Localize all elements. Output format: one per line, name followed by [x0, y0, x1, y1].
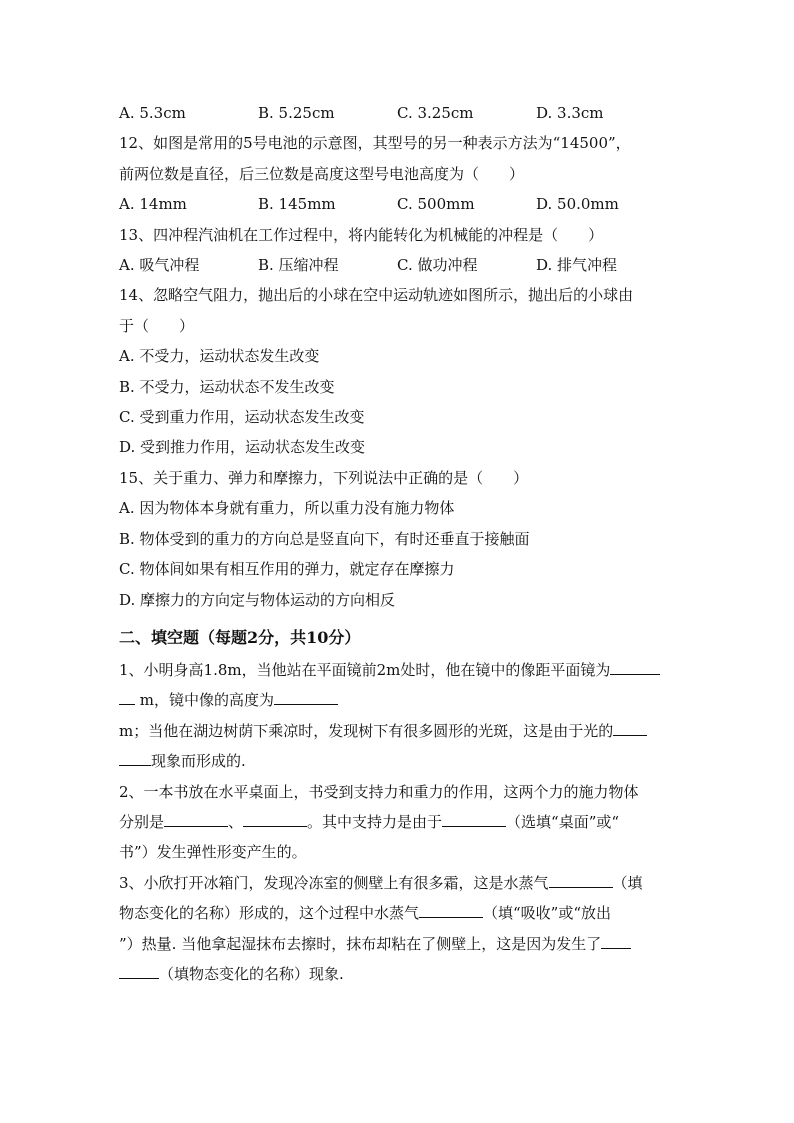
- fill3-text-c: 物态变化的名称）形成的，这个过程中水蒸气: [119, 904, 420, 923]
- fill1-blank-2[interactable]: [274, 690, 338, 705]
- fill3-text-f: （填物态变化的名称）现象.: [159, 964, 344, 983]
- fill3-line4: [119, 959, 679, 989]
- q11-option-b: B. 5.25cm: [258, 104, 335, 122]
- fill1-text-d: 现象而形成的.: [151, 752, 246, 771]
- q12-option-b: B. 145mm: [258, 195, 336, 214]
- fill1-line2: [119, 685, 679, 715]
- section-title-fill-in: 二、填空题（每题2分，共10分）: [119, 627, 361, 647]
- q15-option-a: A. 因为物体本身就有重力，所以重力没有施力物体: [119, 499, 455, 518]
- q11-option-d: D. 3.3cm: [536, 104, 604, 122]
- q14-stem-line2: 于（ ）: [119, 316, 195, 335]
- q11-option-c: C. 3.25cm: [397, 104, 474, 122]
- fill2-line1: 2、一本书放在水平桌面上，书受到支持力和重力的作用，这两个力的施力物体: [119, 782, 639, 801]
- fill3-blank-3b[interactable]: [119, 964, 159, 979]
- q12-stem-line1: 12、如图是常用的5号电池的示意图，其型号的另一种表示方法为“14500”，: [119, 134, 631, 153]
- q12-option-a: A. 14mm: [119, 195, 187, 214]
- fill3-text-a: 3、小欣打开冰箱门，发现冷冻室的侧壁上有很多霜，这是水蒸气: [119, 873, 549, 892]
- q15-option-d: D. 摩擦力的方向定与物体运动的方向相反: [119, 590, 396, 609]
- fill2-blank-1[interactable]: [164, 812, 228, 827]
- q11-option-a: A. 5.3cm: [119, 104, 186, 122]
- fill1-line3: [119, 716, 679, 746]
- q12-options: [119, 189, 679, 219]
- fill1-line4: [119, 746, 679, 776]
- q13-option-a: A. 吸气冲程: [119, 256, 200, 275]
- q14-option-a: A. 不受力，运动状态发生改变: [119, 347, 320, 366]
- fill3-blank-3a[interactable]: [601, 934, 631, 949]
- q15-stem: 15、关于重力、弹力和摩擦力，下列说法中正确的是（ ）: [119, 468, 529, 487]
- fill1-blank-1a[interactable]: [610, 660, 660, 675]
- q14-stem-line1: 14、忽略空气阻力，抛出后的小球在空中运动轨迹如图所示，抛出后的小球由: [119, 286, 634, 305]
- q14-option-c: C. 受到重力作用，运动状态发生改变: [119, 408, 365, 427]
- fill3-blank-1[interactable]: [549, 873, 613, 888]
- q13-option-c: C. 做功冲程: [397, 256, 478, 275]
- q14-option-d: D. 受到推力作用，运动状态发生改变: [119, 438, 366, 457]
- fill2-text-b: 分别是: [119, 812, 165, 831]
- fill3-line2: [119, 898, 679, 928]
- q14-option-b: B. 不受力，运动状态不发生改变: [119, 377, 335, 396]
- q15-option-c: C. 物体间如果有相互作用的弹力，就定存在摩擦力: [119, 560, 455, 579]
- q12-stem-line2: 前两位数是直径，后三位数是高度这型号电池高度为（ ）: [119, 164, 525, 183]
- fill3-text-e: ”）热量. 当他拿起湿抹布去擦时，抹布却粘在了侧壁上，这是因为发生了: [119, 934, 602, 953]
- q13-option-b: B. 压缩冲程: [258, 256, 339, 275]
- q15-option-b: B. 物体受到的重力的方向总是竖直向下，有时还垂直于接触面: [119, 529, 530, 548]
- fill1-blank-3a[interactable]: [613, 721, 647, 736]
- fill1-text-c: m；当他在湖边树荫下乘凉时，发现树下有很多圆形的光斑，这是由于光的: [119, 721, 614, 740]
- fill2-text-d: 。其中支持力是由于: [307, 812, 443, 831]
- fill3-line1: [119, 868, 679, 898]
- fill3-text-b: （填: [612, 873, 643, 892]
- fill2-line2: [119, 807, 679, 837]
- fill1-text-b: m，镜中像的高度为: [139, 691, 275, 710]
- fill2-line3: 书”）发生弹性形变产生的。: [119, 843, 307, 862]
- fill1-text-a: 1、小明身高1.8m，当他站在平面镜前2m处时，他在镜中的像距平面镜为: [119, 660, 611, 679]
- q11-options: [119, 98, 679, 128]
- fill3-line3: [119, 929, 679, 959]
- q13-stem: 13、四冲程汽油机在工作过程中，将内能转化为机械能的冲程是（ ）: [119, 225, 604, 244]
- q12-option-d: D. 50.0mm: [536, 195, 619, 214]
- fill2-blank-3[interactable]: [442, 812, 506, 827]
- page-content: [119, 98, 679, 989]
- fill1-blank-3b[interactable]: [119, 751, 151, 766]
- fill2-text-c: 、: [228, 812, 244, 831]
- fill3-text-d: （填“吸收”或“放出: [483, 904, 612, 923]
- q12-option-c: C. 500mm: [397, 195, 475, 214]
- fill3-blank-2[interactable]: [419, 903, 483, 918]
- fill1-line1: [119, 655, 679, 685]
- fill2-text-e: （选填“桌面”或“: [506, 812, 620, 831]
- fill2-blank-2[interactable]: [243, 812, 307, 827]
- q13-options: [119, 250, 679, 280]
- q13-option-d: D. 排气冲程: [536, 256, 618, 275]
- fill1-blank-1b[interactable]: [119, 690, 135, 705]
